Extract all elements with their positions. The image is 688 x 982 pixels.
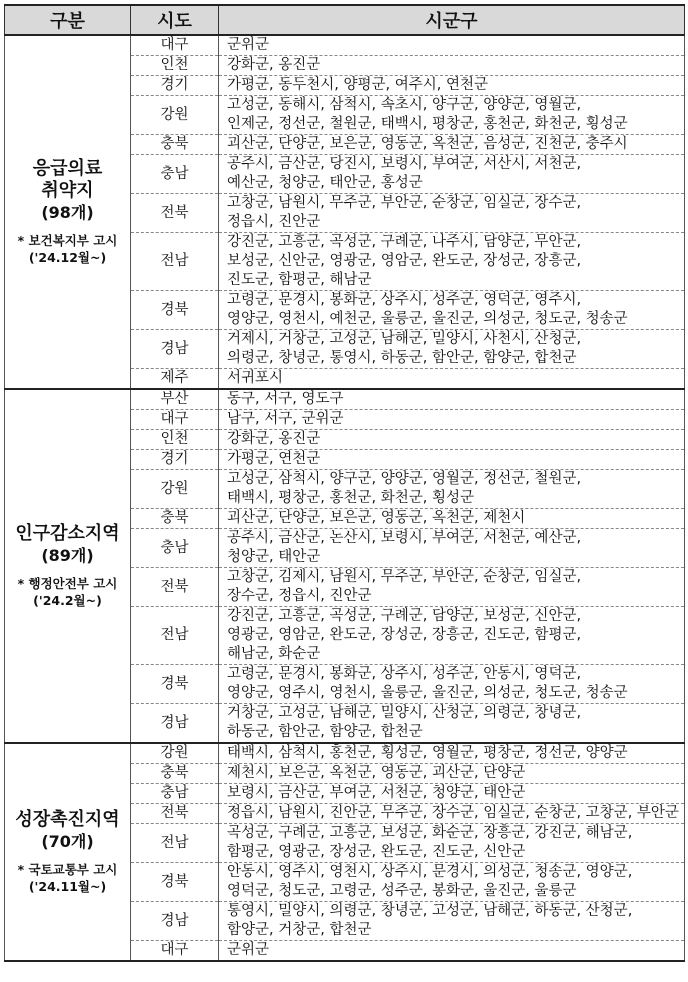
district-list-cell: 군위군 (219, 35, 685, 56)
province-cell: 경기 (131, 450, 219, 470)
province-cell: 전남 (131, 607, 219, 665)
table-body (5, 35, 685, 961)
district-list-cell: 거제시, 거창군, 고성군, 남해군, 밀양시, 사천시, 산청군, 의령군, 창녕군, 통영시, 하동군, 함안군, 함양군, 합천군 (219, 330, 685, 369)
province-cell: 강원 (131, 743, 219, 764)
category-date: ('24.2월~) (33, 593, 102, 608)
district-list-cell: 태백시, 삼척시, 홍천군, 횡성군, 영월군, 평창군, 정선군, 양양군 (219, 743, 685, 764)
district-list-cell: 강진군, 고흥군, 곡성군, 구례군, 담양군, 보성군, 신안군, 영광군, 영암군, 완도군, 장성군, 장흥군, 진도군, 함평군, 해남군, 화순군 (219, 607, 685, 665)
province-cell: 전북 (131, 804, 219, 824)
category-note: * 행정안전부 고시 (17, 576, 118, 591)
province-cell: 전남 (131, 824, 219, 863)
category-cell (5, 743, 131, 961)
district-list-cell: 곡성군, 구례군, 고흥군, 보성군, 화순군, 장흥군, 강진군, 해남군, 함평군, 영광군, 장성군, 완도군, 진도군, 신안군 (219, 824, 685, 863)
district-list-cell: 가평군, 동두천시, 양평군, 여주시, 연천군 (219, 76, 685, 96)
province-cell: 충남 (131, 155, 219, 194)
district-list-cell: 공주시, 금산군, 논산시, 보령시, 부여군, 서천군, 예산군, 청양군, 태안군 (219, 529, 685, 568)
province-cell: 경기 (131, 76, 219, 96)
province-cell: 충남 (131, 784, 219, 804)
district-list-cell: 강진군, 고흥군, 곡성군, 구례군, 나주시, 담양군, 무안군, 보성군, 신안군, 영광군, 영암군, 완도군, 장성군, 장흥군, 진도군, 함평군, 해남군 (219, 233, 685, 291)
district-list-cell: 고성군, 삼척시, 양구군, 양양군, 영월군, 정선군, 철원군, 태백시, 평창군, 홍천군, 화천군, 횡성군 (219, 470, 685, 509)
province-cell: 충북 (131, 509, 219, 529)
district-list-cell: 고령군, 문경시, 봉화군, 상주시, 성주군, 영덕군, 영주시, 영양군, 영천시, 예천군, 울릉군, 울진군, 의성군, 청도군, 청송군 (219, 291, 685, 330)
category-date: ('24.11월~) (28, 879, 107, 894)
province-cell: 부산 (131, 389, 219, 410)
header-row (5, 5, 685, 35)
district-list-cell: 안동시, 영주시, 영천시, 상주시, 문경시, 의성군, 청송군, 영양군, 영덕군, 청도군, 고령군, 성주군, 봉화군, 울진군, 울릉군 (219, 863, 685, 902)
district-list-cell: 괴산군, 단양군, 보은군, 영동군, 옥천군, 음성군, 진천군, 충주시 (219, 135, 685, 155)
category-title: 성장촉진지역 (15, 809, 120, 830)
district-list-cell: 남구, 서구, 군위군 (219, 410, 685, 430)
category-cell (5, 35, 131, 389)
province-cell: 충북 (131, 764, 219, 784)
province-cell: 대구 (131, 941, 219, 962)
province-cell: 충남 (131, 529, 219, 568)
header-districts: 시군구 (219, 5, 685, 35)
category-note: * 국토교통부 고시 (17, 862, 118, 877)
province-cell: 충북 (131, 135, 219, 155)
district-list-cell: 서귀포시 (219, 369, 685, 390)
district-list-cell: 정읍시, 남원시, 진안군, 무주군, 장수군, 임실군, 순창군, 고창군, 부안군 (219, 804, 685, 824)
province-cell: 대구 (131, 410, 219, 430)
table-row (5, 389, 685, 410)
district-list-cell: 고창군, 남원시, 무주군, 부안군, 순창군, 임실군, 장수군, 정읍시, 진안군 (219, 194, 685, 233)
district-list-cell: 강화군, 옹진군 (219, 56, 685, 76)
province-cell: 경북 (131, 863, 219, 902)
category-note: * 보건복지부 고시 (17, 233, 118, 248)
province-cell: 대구 (131, 35, 219, 56)
header-province: 시도 (131, 5, 219, 35)
category-count: (98개) (41, 203, 94, 222)
category-title: 응급의료 취약지 (32, 158, 103, 201)
district-list-cell: 공주시, 금산군, 당진시, 보령시, 부여군, 서산시, 서천군, 예산군, 청양군, 태안군, 홍성군 (219, 155, 685, 194)
region-table-container (4, 4, 684, 962)
province-cell: 전북 (131, 194, 219, 233)
district-list-cell: 고령군, 문경시, 봉화군, 상주시, 성주군, 안동시, 영덕군, 영양군, 영주시, 영천시, 울릉군, 울진군, 의성군, 청도군, 청송군 (219, 665, 685, 704)
district-list-cell: 군위군 (219, 941, 685, 962)
region-table (4, 4, 685, 962)
category-cell (5, 389, 131, 743)
district-list-cell: 제천시, 보은군, 옥천군, 영동군, 괴산군, 단양군 (219, 764, 685, 784)
district-list-cell: 고창군, 김제시, 남원시, 무주군, 부안군, 순창군, 임실군, 장수군, 정읍시, 진안군 (219, 568, 685, 607)
district-list-cell: 강화군, 옹진군 (219, 430, 685, 450)
province-cell: 경북 (131, 665, 219, 704)
province-cell: 전북 (131, 568, 219, 607)
province-cell: 인천 (131, 430, 219, 450)
province-cell: 강원 (131, 96, 219, 135)
district-list-cell: 통영시, 밀양시, 의령군, 창녕군, 고성군, 남해군, 하동군, 산청군, 함양군, 거창군, 합천군 (219, 902, 685, 941)
header-category: 구분 (5, 5, 131, 35)
province-cell: 제주 (131, 369, 219, 390)
province-cell: 인천 (131, 56, 219, 76)
province-cell: 경남 (131, 330, 219, 369)
province-cell: 강원 (131, 470, 219, 509)
district-list-cell: 동구, 서구, 영도구 (219, 389, 685, 410)
table-row (5, 35, 685, 56)
district-list-cell: 거창군, 고성군, 남해군, 밀양시, 산청군, 의령군, 창녕군, 하동군, 함안군, 함양군, 합천군 (219, 704, 685, 744)
table-row (5, 743, 685, 764)
district-list-cell: 보령시, 금산군, 부여군, 서천군, 청양군, 태안군 (219, 784, 685, 804)
district-list-cell: 괴산군, 단양군, 보은군, 영동군, 옥천군, 제천시 (219, 509, 685, 529)
category-count: (70개) (41, 832, 94, 851)
district-list-cell: 고성군, 동해시, 삼척시, 속초시, 양구군, 양양군, 영월군, 인제군, 정선군, 철원군, 태백시, 평창군, 홍천군, 화천군, 횡성군 (219, 96, 685, 135)
district-list-cell: 가평군, 연천군 (219, 450, 685, 470)
category-title: 인구감소지역 (15, 523, 120, 544)
category-count: (89개) (41, 546, 94, 565)
province-cell: 전남 (131, 233, 219, 291)
category-date: ('24.12월~) (28, 250, 107, 265)
province-cell: 경남 (131, 902, 219, 941)
province-cell: 경남 (131, 704, 219, 744)
province-cell: 경북 (131, 291, 219, 330)
